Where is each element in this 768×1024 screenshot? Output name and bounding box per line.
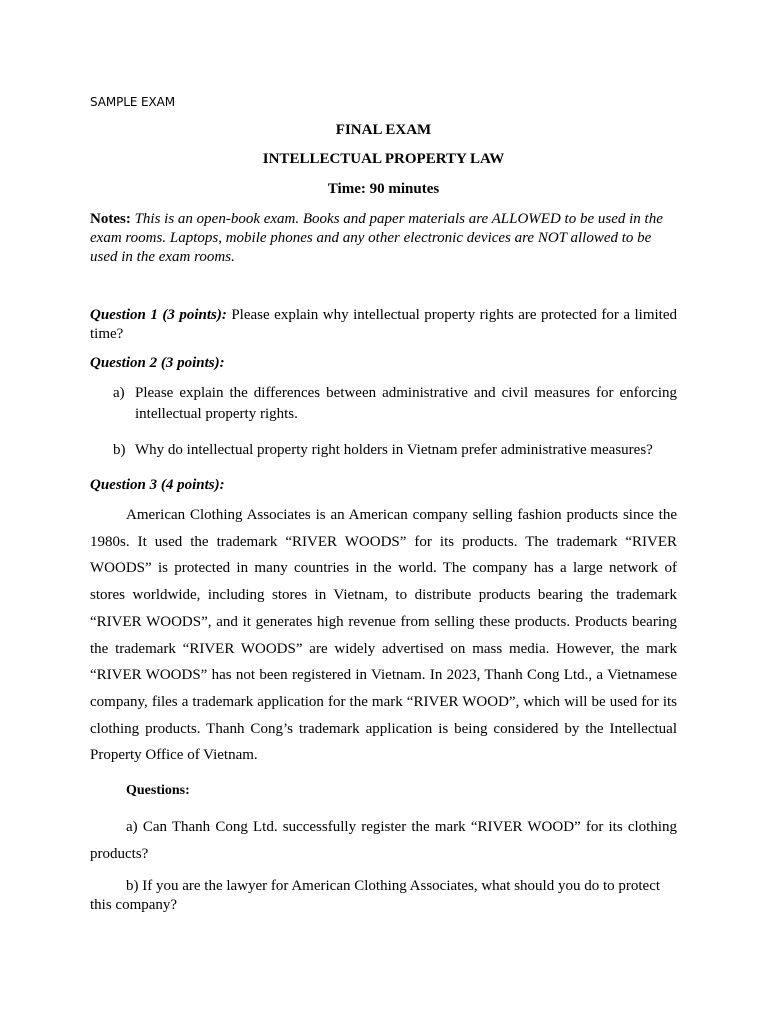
question-1-heading: Question 1 (3 points): <box>90 307 227 323</box>
notes-label: Notes: <box>90 211 131 227</box>
list-item <box>90 440 677 461</box>
list-marker: b) <box>113 442 126 458</box>
list-marker: a) <box>113 385 125 401</box>
exam-content <box>90 121 677 915</box>
question-3 <box>90 476 677 495</box>
questions-label: Questions: <box>126 783 190 799</box>
question-1-text: Please explain why intellectual property rights are protected for a limited time? <box>90 307 677 342</box>
question-3-sub-a: a) Can Thanh Cong Ltd. successfully register the mark “RIVER WOOD” for its clothing products? <box>90 819 677 862</box>
sample-exam-label: SAMPLE EXAM <box>90 95 175 109</box>
list-item-text: Please explain the differences between administrative and civil measures for enforcing intellectual property rights. <box>135 385 677 422</box>
exam-notes <box>90 210 677 267</box>
question-3-sub-b: b) If you are the lawyer for American Clothing Associates, what should you do to protect this company? <box>90 878 661 914</box>
notes-text: This is an open-book exam. Books and paper materials are ALLOWED to be used in the exam rooms. Laptops, mobile phones and any other electronic devices are NOT allowed to be used in the exam rooms. <box>90 211 663 265</box>
list-item-text: Why do intellectual property right holders in Vietnam prefer administrative measures? <box>135 442 653 458</box>
exam-title: FINAL EXAM <box>335 122 432 138</box>
question-3-heading: Question 3 (4 points): <box>90 477 225 493</box>
exam-duration: Time: 90 minutes <box>327 181 440 197</box>
question-2-items <box>90 383 677 461</box>
question-2 <box>90 354 677 373</box>
question-2-heading: Question 2 (3 points): <box>90 355 225 371</box>
question-1 <box>90 306 677 344</box>
course-title: INTELLECTUAL PROPERTY LAW <box>262 151 505 167</box>
list-item <box>90 383 677 425</box>
question-3-scenario: American Clothing Associates is an American company selling fashion products since the 1980s. It used the trademark “RIVER WOODS” for its products. The trademark “RIVER WOODS” is protected in many countries in the world. The company has a large network of stores worldwide, including stores in Vietnam, to distribute products bearing the trademark “RIVER WOODS”, and it generates high revenue from selling these products. Products bearing the trademark “RIVER WOODS” are widely advertised on mass media. However, the mark “RIVER WOODS” has not been registered in Vietnam. In 2023, Thanh Cong Ltd., a Vietnamese company, files a trademark application for the mark “RIVER WOOD”, which will be used for its clothing products. Thanh Cong’s trademark application is being considered by the Intellectual Property Office of Vietnam. <box>90 507 677 764</box>
